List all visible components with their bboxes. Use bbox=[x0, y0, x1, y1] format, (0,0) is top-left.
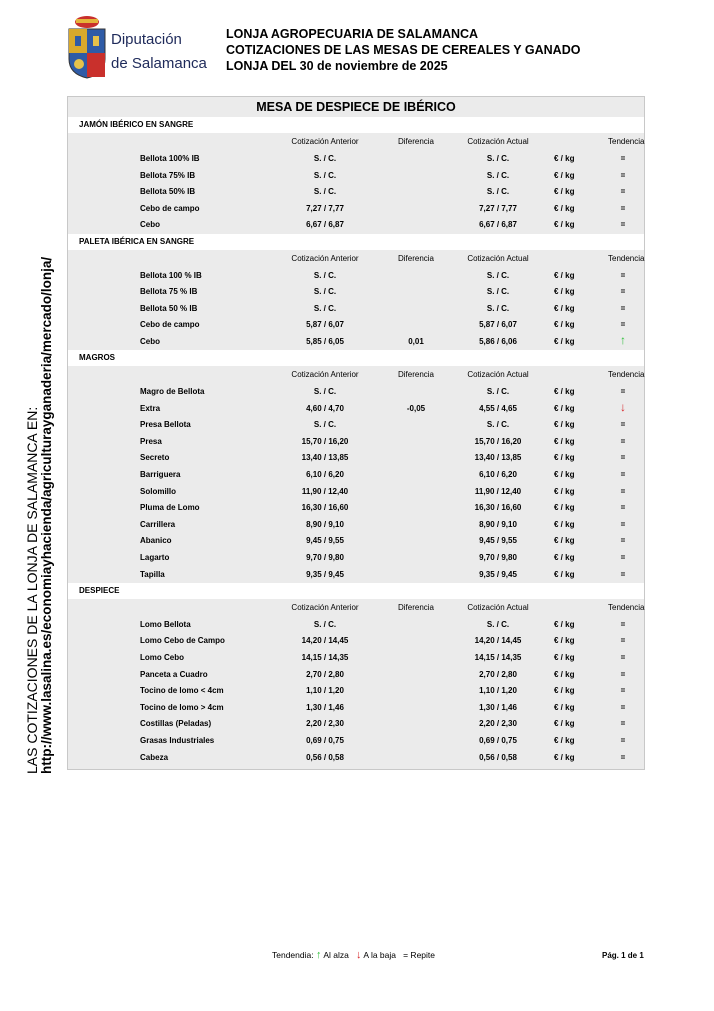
trend-equal: = bbox=[620, 652, 626, 662]
trend-equal: = bbox=[620, 453, 626, 463]
section-label: JAMÓN IBÉRICO EN SANGRE bbox=[79, 120, 194, 129]
table-row bbox=[68, 549, 644, 565]
product-name: Bellota 100% IB bbox=[140, 154, 200, 163]
trend-equal: = bbox=[620, 470, 626, 479]
previous-price: S. / C. bbox=[313, 187, 337, 197]
table-row bbox=[68, 516, 644, 532]
product-name: Lomo Cebo de Campo bbox=[140, 636, 225, 646]
price-difference: 0,01 bbox=[408, 336, 424, 346]
previous-price: S. / C. bbox=[313, 170, 337, 180]
column-header-curr: Cotización Actual bbox=[467, 602, 529, 612]
price-unit: € / kg bbox=[554, 203, 575, 213]
product-name: Bellota 75% IB bbox=[140, 170, 196, 180]
current-price: S. / C. bbox=[486, 187, 510, 197]
trend-equal: = bbox=[620, 187, 626, 197]
current-price: 9,45 / 9,55 bbox=[479, 536, 517, 546]
column-header-trend: Tendencia bbox=[608, 253, 645, 263]
table-row bbox=[68, 532, 644, 548]
trend-equal: = bbox=[620, 735, 626, 745]
product-name: Magro de Bellota bbox=[140, 387, 205, 396]
trend-equal: = bbox=[620, 553, 626, 562]
table-row bbox=[68, 167, 644, 183]
column-header-diff: Diferencia bbox=[397, 602, 434, 612]
table-row bbox=[68, 632, 644, 648]
previous-price: S. / C. bbox=[313, 420, 337, 430]
table-row bbox=[68, 666, 644, 682]
table-row bbox=[68, 416, 644, 432]
current-price: 8,90 / 9,10 bbox=[479, 519, 517, 529]
table-row bbox=[68, 150, 644, 166]
previous-price: 0,56 / 0,58 bbox=[306, 752, 344, 762]
legend-down-label: A la baja bbox=[363, 950, 397, 960]
price-unit: € / kg bbox=[554, 536, 575, 546]
arrow-down-icon: ↓ bbox=[355, 949, 362, 961]
column-header-curr: Cotización Actual bbox=[467, 137, 529, 146]
table-row bbox=[68, 300, 644, 316]
price-unit: € / kg bbox=[554, 486, 575, 496]
previous-price: 16,30 / 16,60 bbox=[301, 503, 349, 513]
column-header-row bbox=[68, 133, 644, 149]
side-caption: LAS COTIZACIONES DE LA LONJA DE SALAMANCA EN: bbox=[24, 406, 40, 774]
current-price: 7,27 / 7,77 bbox=[479, 203, 517, 213]
table-row bbox=[68, 333, 644, 349]
column-header-prev: Cotización Anterior bbox=[291, 370, 359, 379]
previous-price: 9,70 / 9,80 bbox=[306, 553, 344, 562]
current-price: 4,55 / 4,65 bbox=[479, 403, 517, 413]
column-header-diff: Diferencia bbox=[397, 253, 434, 263]
trend-equal: = bbox=[620, 719, 626, 729]
product-name: Tocino de lomo < 4cm bbox=[140, 686, 224, 696]
previous-price: 15,70 / 16,20 bbox=[301, 436, 349, 446]
trend-equal: = bbox=[620, 287, 626, 297]
product-name: Cabeza bbox=[140, 752, 169, 762]
current-price: S. / C. bbox=[486, 287, 510, 297]
price-unit: € / kg bbox=[554, 719, 575, 729]
table-row bbox=[68, 200, 644, 216]
table-row bbox=[68, 383, 644, 399]
section-label: DESPIECE bbox=[79, 585, 120, 595]
price-unit: € / kg bbox=[554, 702, 575, 712]
current-price: 1,30 / 1,46 bbox=[479, 702, 517, 712]
previous-price: 6,67 / 6,87 bbox=[306, 220, 344, 230]
product-name: Cebo de campo bbox=[140, 320, 200, 330]
price-unit: € / kg bbox=[554, 519, 575, 529]
column-header-curr: Cotización Actual bbox=[467, 370, 529, 379]
column-header-trend: Tendencia bbox=[608, 370, 645, 379]
arrow-down-icon: ↓ bbox=[620, 399, 626, 414]
table-row bbox=[68, 682, 644, 698]
previous-price: 13,40 / 13,85 bbox=[301, 453, 349, 463]
coat-of-arms-icon bbox=[67, 14, 107, 80]
price-unit: € / kg bbox=[554, 154, 575, 163]
current-price: 9,70 / 9,80 bbox=[479, 553, 517, 562]
table-row bbox=[68, 433, 644, 449]
previous-price: 1,10 / 1,20 bbox=[306, 686, 344, 696]
product-name: Presa Bellota bbox=[140, 420, 191, 430]
current-price: 11,90 / 12,40 bbox=[474, 486, 522, 496]
product-name: Carrillera bbox=[140, 519, 176, 529]
trend-equal: = bbox=[620, 669, 626, 679]
current-price: S. / C. bbox=[486, 420, 510, 430]
trend-equal: = bbox=[620, 170, 626, 180]
column-header-row bbox=[68, 366, 644, 382]
legend-up-label: Al alza bbox=[323, 950, 349, 960]
previous-price: 7,27 / 7,77 bbox=[306, 203, 344, 213]
table-row bbox=[68, 400, 644, 416]
trend-equal: = bbox=[620, 420, 626, 430]
page-number: Pág. 1 de 1 bbox=[602, 951, 644, 960]
current-price: 6,67 / 6,87 bbox=[479, 220, 517, 230]
product-name: Lomo Bellota bbox=[140, 619, 191, 629]
product-name: Tapilla bbox=[140, 569, 165, 579]
table-row bbox=[68, 566, 644, 582]
trend-equal: = bbox=[620, 387, 626, 396]
trend-equal: = bbox=[620, 436, 626, 446]
price-unit: € / kg bbox=[554, 270, 575, 280]
price-unit: € / kg bbox=[554, 320, 575, 330]
price-unit: € / kg bbox=[554, 619, 575, 629]
price-table bbox=[67, 96, 645, 770]
previous-price: S. / C. bbox=[313, 303, 337, 313]
current-price: 15,70 / 16,20 bbox=[474, 436, 522, 446]
logo-text-line1: Diputación bbox=[111, 31, 182, 48]
header-line2: COTIZACIONES DE LAS MESAS DE CEREALES Y GANADO bbox=[226, 43, 581, 57]
price-unit: € / kg bbox=[554, 420, 575, 430]
current-price: 13,40 / 13,85 bbox=[474, 453, 522, 463]
previous-price: S. / C. bbox=[313, 387, 337, 396]
product-name: Bellota 100 % IB bbox=[140, 270, 202, 280]
previous-price: 4,60 / 4,70 bbox=[306, 403, 344, 413]
current-price: 5,86 / 6,06 bbox=[479, 336, 517, 346]
previous-price: S. / C. bbox=[313, 270, 337, 280]
section-header bbox=[68, 350, 644, 366]
previous-price: 2,20 / 2,30 bbox=[306, 719, 344, 729]
current-price: S. / C. bbox=[486, 270, 510, 280]
price-unit: € / kg bbox=[554, 669, 575, 679]
column-header-trend: Tendencia bbox=[608, 137, 645, 146]
previous-price: 1,30 / 1,46 bbox=[306, 702, 344, 712]
table-row bbox=[68, 466, 644, 482]
price-unit: € / kg bbox=[554, 652, 575, 662]
side-url-link[interactable]: http://www.lasalina.es/economiayhacienda/agriculturayganaderia/mercado/lonja/ bbox=[39, 256, 54, 774]
column-header-row bbox=[68, 250, 644, 266]
price-unit: € / kg bbox=[554, 470, 575, 479]
diputacion-logo bbox=[67, 14, 207, 80]
current-price: 16,30 / 16,60 bbox=[474, 503, 522, 513]
product-name: Cebo bbox=[140, 336, 160, 346]
table-row bbox=[68, 699, 644, 715]
current-price: S. / C. bbox=[486, 154, 510, 163]
product-name: Pluma de Lomo bbox=[140, 503, 200, 513]
price-unit: € / kg bbox=[554, 686, 575, 696]
previous-price: 11,90 / 12,40 bbox=[301, 486, 349, 496]
current-price: 2,70 / 2,80 bbox=[479, 669, 517, 679]
header-line3: LONJA DEL 30 de noviembre de 2025 bbox=[226, 59, 448, 73]
table-title: MESA DE DESPIECE DE IBÉRICO bbox=[256, 100, 456, 114]
trend-equal: = bbox=[620, 503, 626, 513]
table-row bbox=[68, 499, 644, 515]
price-unit: € / kg bbox=[554, 303, 575, 313]
table-row bbox=[68, 316, 644, 332]
previous-price: 5,87 / 6,07 bbox=[306, 320, 344, 330]
table-row bbox=[68, 749, 644, 765]
section-header bbox=[68, 234, 644, 250]
column-header-row bbox=[68, 599, 644, 615]
table-row bbox=[68, 483, 644, 499]
previous-price: S. / C. bbox=[313, 619, 337, 629]
document-header bbox=[226, 26, 580, 74]
product-name: Extra bbox=[140, 403, 161, 413]
price-unit: € / kg bbox=[554, 735, 575, 745]
product-name: Bellota 50 % IB bbox=[140, 303, 198, 313]
price-unit: € / kg bbox=[554, 336, 575, 346]
product-name: Costillas (Peladas) bbox=[140, 719, 212, 729]
trend-equal: = bbox=[620, 303, 626, 313]
column-header-prev: Cotización Anterior bbox=[291, 602, 359, 612]
trend-equal: = bbox=[620, 536, 626, 546]
previous-price: 2,70 / 2,80 bbox=[306, 669, 344, 679]
column-header-prev: Cotización Anterior bbox=[291, 137, 359, 146]
previous-price: 14,15 / 14,35 bbox=[301, 652, 349, 662]
table-row bbox=[68, 216, 644, 232]
section-header bbox=[68, 117, 644, 133]
price-unit: € / kg bbox=[554, 636, 575, 646]
previous-price: 8,90 / 9,10 bbox=[306, 519, 344, 529]
trend-equal: = bbox=[620, 270, 626, 280]
current-price: 2,20 / 2,30 bbox=[479, 719, 517, 729]
price-unit: € / kg bbox=[554, 752, 575, 762]
trend-equal: = bbox=[620, 203, 626, 213]
trend-equal: = bbox=[620, 519, 626, 529]
product-name: Lagarto bbox=[140, 553, 170, 562]
trend-equal: = bbox=[620, 686, 626, 696]
trend-equal: = bbox=[620, 154, 626, 163]
column-header-diff: Diferencia bbox=[397, 370, 434, 379]
table-row bbox=[68, 649, 644, 665]
price-difference: -0,05 bbox=[406, 403, 426, 413]
current-price: 1,10 / 1,20 bbox=[479, 686, 517, 696]
current-price: 9,35 / 9,45 bbox=[479, 569, 517, 579]
column-header-diff: Diferencia bbox=[397, 137, 434, 146]
current-price: 14,20 / 14,45 bbox=[474, 636, 522, 646]
section-label: MAGROS bbox=[79, 353, 115, 362]
product-name: Barriguera bbox=[140, 470, 181, 479]
previous-price: 9,45 / 9,55 bbox=[306, 536, 344, 546]
trend-equal: = bbox=[620, 619, 626, 629]
current-price: 0,56 / 0,58 bbox=[479, 752, 517, 762]
current-price: S. / C. bbox=[486, 170, 510, 180]
price-unit: € / kg bbox=[554, 220, 575, 230]
product-name: Lomo Cebo bbox=[140, 652, 184, 662]
table-row bbox=[68, 183, 644, 199]
product-name: Grasas Industriales bbox=[140, 735, 215, 745]
product-name: Panceta a Cuadro bbox=[140, 669, 208, 679]
price-unit: € / kg bbox=[554, 387, 575, 396]
price-unit: € / kg bbox=[554, 287, 575, 297]
table-row bbox=[68, 267, 644, 283]
previous-price: 14,20 / 14,45 bbox=[301, 636, 349, 646]
column-header-trend: Tendencia bbox=[608, 602, 645, 612]
section-header bbox=[68, 583, 644, 599]
table-row bbox=[68, 616, 644, 632]
trend-legend bbox=[272, 949, 435, 961]
header-line1: LONJA AGROPECUARIA DE SALAMANCA bbox=[226, 27, 479, 41]
logo-text-line2: de Salamanca bbox=[111, 55, 207, 72]
product-name: Secreto bbox=[140, 453, 170, 463]
previous-price: 0,69 / 0,75 bbox=[306, 735, 344, 745]
arrow-up-icon: ↑ bbox=[620, 332, 626, 347]
trend-equal: = bbox=[620, 486, 626, 496]
section-label: PALETA IBÉRICA EN SANGRE bbox=[79, 236, 195, 246]
price-unit: € / kg bbox=[554, 187, 575, 197]
product-name: Cebo de campo bbox=[140, 203, 200, 213]
product-name: Tocino de lomo > 4cm bbox=[140, 702, 224, 712]
legend-repeat-label: = Repite bbox=[403, 950, 436, 960]
current-price: S. / C. bbox=[486, 303, 510, 313]
table-row bbox=[68, 732, 644, 748]
previous-price: 6,10 / 6,20 bbox=[306, 470, 344, 479]
current-price: S. / C. bbox=[486, 619, 510, 629]
trend-equal: = bbox=[620, 752, 626, 762]
arrow-up-icon: ↑ bbox=[315, 949, 322, 961]
column-header-prev: Cotización Anterior bbox=[291, 253, 359, 263]
price-unit: € / kg bbox=[554, 170, 575, 180]
trend-equal: = bbox=[620, 320, 626, 330]
trend-equal: = bbox=[620, 636, 626, 646]
product-name: Cebo bbox=[140, 220, 160, 230]
current-price: 14,15 / 14,35 bbox=[474, 652, 522, 662]
price-unit: € / kg bbox=[554, 569, 575, 579]
previous-price: S. / C. bbox=[313, 154, 337, 163]
table-row bbox=[68, 283, 644, 299]
product-name: Bellota 50% IB bbox=[140, 187, 196, 197]
table-row bbox=[68, 715, 644, 731]
current-price: 6,10 / 6,20 bbox=[479, 470, 517, 479]
previous-price: 9,35 / 9,45 bbox=[306, 569, 344, 579]
current-price: S. / C. bbox=[486, 387, 510, 396]
trend-equal: = bbox=[620, 569, 626, 579]
product-name: Solomillo bbox=[140, 486, 176, 496]
previous-price: S. / C. bbox=[313, 287, 337, 297]
product-name: Abanico bbox=[140, 536, 172, 546]
current-price: 5,87 / 6,07 bbox=[479, 320, 517, 330]
current-price: 0,69 / 0,75 bbox=[479, 735, 517, 745]
price-unit: € / kg bbox=[554, 503, 575, 513]
trend-equal: = bbox=[620, 220, 626, 230]
trend-equal: = bbox=[620, 702, 626, 712]
product-name: Bellota 75 % IB bbox=[140, 287, 198, 297]
price-unit: € / kg bbox=[554, 553, 575, 562]
previous-price: 5,85 / 6,05 bbox=[306, 336, 344, 346]
price-unit: € / kg bbox=[554, 403, 575, 413]
price-unit: € / kg bbox=[554, 436, 575, 446]
product-name: Presa bbox=[140, 436, 162, 446]
price-unit: € / kg bbox=[554, 453, 575, 463]
table-row bbox=[68, 449, 644, 465]
legend-label: Tendendia: bbox=[272, 950, 314, 960]
column-header-curr: Cotización Actual bbox=[467, 253, 529, 263]
